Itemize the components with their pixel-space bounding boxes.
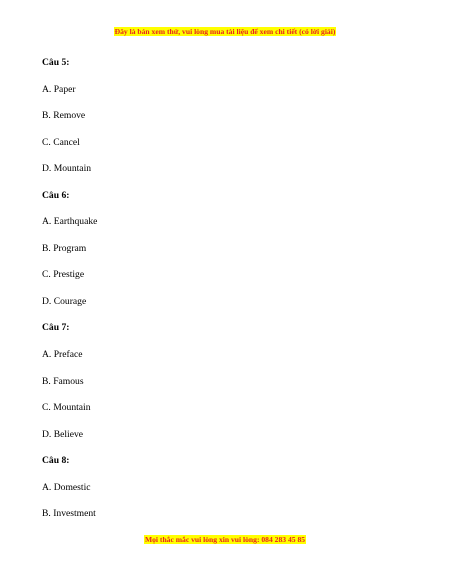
question-8-label: Câu 8: bbox=[42, 455, 70, 466]
question-5-option-c: C. Cancel bbox=[42, 137, 80, 148]
question-5-label: Câu 5: bbox=[42, 57, 70, 68]
question-7-option-d: D. Believe bbox=[42, 429, 84, 440]
question-8-option-a: A. Domestic bbox=[42, 482, 91, 493]
question-8-option-b: B. Investment bbox=[42, 508, 96, 519]
question-5-option-a: A. Paper bbox=[42, 84, 76, 95]
question-5-option-b: B. Remove bbox=[42, 110, 86, 121]
preview-notice-text: Đây là bản xem thử, vui lòng mua tài liệu để xem chi tiết (có lời giải) bbox=[114, 27, 336, 36]
question-7-option-a: A. Preface bbox=[42, 349, 83, 360]
question-5-option-d: D. Mountain bbox=[42, 163, 92, 174]
contact-notice-text: Mọi thắc mắc vui lòng xin vui lòng: 084 283 45 85 bbox=[144, 535, 306, 544]
question-6-option-d: D. Courage bbox=[42, 296, 87, 307]
question-7-option-b: B. Famous bbox=[42, 376, 84, 387]
question-7-label: Câu 7: bbox=[42, 322, 70, 333]
preview-notice-banner bbox=[0, 27, 450, 37]
question-7-option-c: C. Mountain bbox=[42, 402, 91, 413]
contact-notice-banner bbox=[0, 535, 450, 545]
question-6-option-c: C. Prestige bbox=[42, 269, 85, 280]
question-6-label: Câu 6: bbox=[42, 190, 70, 201]
question-6-option-a: A. Earthquake bbox=[42, 216, 98, 227]
question-6-option-b: B. Program bbox=[42, 243, 87, 254]
